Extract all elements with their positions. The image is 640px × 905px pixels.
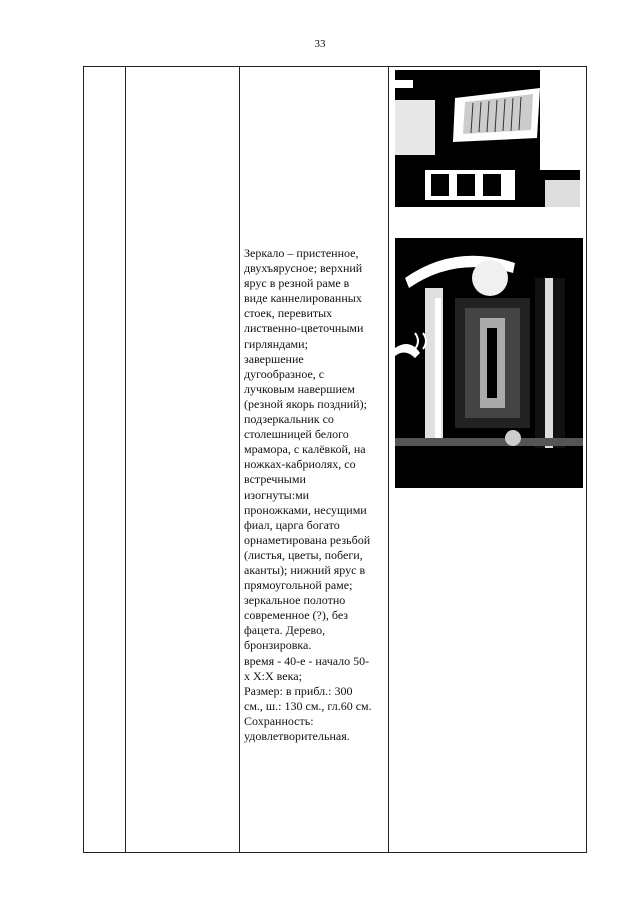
description-line: (резной якорь поздний); xyxy=(244,396,367,411)
description-line: аканты); нижний ярус в xyxy=(244,562,366,577)
description-line: двухъярусное; верхний xyxy=(244,261,363,276)
description-line: Размер: в прибл.: 300 xyxy=(244,683,353,698)
description-line: Зеркало – пристенное, xyxy=(244,246,359,260)
description-line: виде каннелированных xyxy=(244,291,362,306)
description-line: изогнуты:ми xyxy=(244,487,310,502)
description-line: современное (?), без xyxy=(244,608,349,623)
description-line: ярус в резной раме в xyxy=(244,276,350,291)
description-line: дугообразное, с xyxy=(244,366,325,381)
description-line: (листья, цветы, побеги, xyxy=(244,547,363,562)
description-line: лиственно-цветочными xyxy=(244,321,364,336)
description-line: см., ш.: 130 см., гл.60 см. xyxy=(244,698,372,713)
description-line: завершение xyxy=(244,351,304,366)
description-line: фацета. Дерево, xyxy=(244,623,326,638)
description-line: встречными xyxy=(244,472,306,487)
description-line: ножках-кабриолях, со xyxy=(244,457,356,472)
description-line: бронзировка. xyxy=(244,638,312,653)
description-line: гирляндами; xyxy=(244,336,308,351)
mirror-top-photo xyxy=(395,70,580,207)
mirror-bottom-photo xyxy=(395,238,583,488)
description-line: время - 40-е - начало 50- xyxy=(244,653,370,668)
item-description xyxy=(244,246,384,744)
description-line: столешницей белого xyxy=(244,427,349,442)
description-line: фиал, царга богато xyxy=(244,517,340,532)
description-line: х Х:Х века; xyxy=(244,668,302,683)
description-line: стоек, перевитых xyxy=(244,306,333,321)
column-divider xyxy=(125,66,126,853)
description-line: удовлетворительная. xyxy=(244,729,350,743)
description-line: подзеркальник со xyxy=(244,412,334,427)
description-line: мрамора, с калёвкой, на xyxy=(244,442,366,457)
description-line: орнаметирована резьбой xyxy=(244,532,371,547)
description-line: Сохранность: xyxy=(244,713,314,728)
description-line: проножками, несущими xyxy=(244,502,367,517)
description-line: зеркальное полотно xyxy=(244,593,346,608)
page-number: 33 xyxy=(314,38,326,50)
description-line: прямоугольной раме; xyxy=(244,578,353,593)
column-divider xyxy=(388,66,389,853)
description-line: лучковым навершием xyxy=(244,381,355,396)
column-divider xyxy=(239,66,240,853)
